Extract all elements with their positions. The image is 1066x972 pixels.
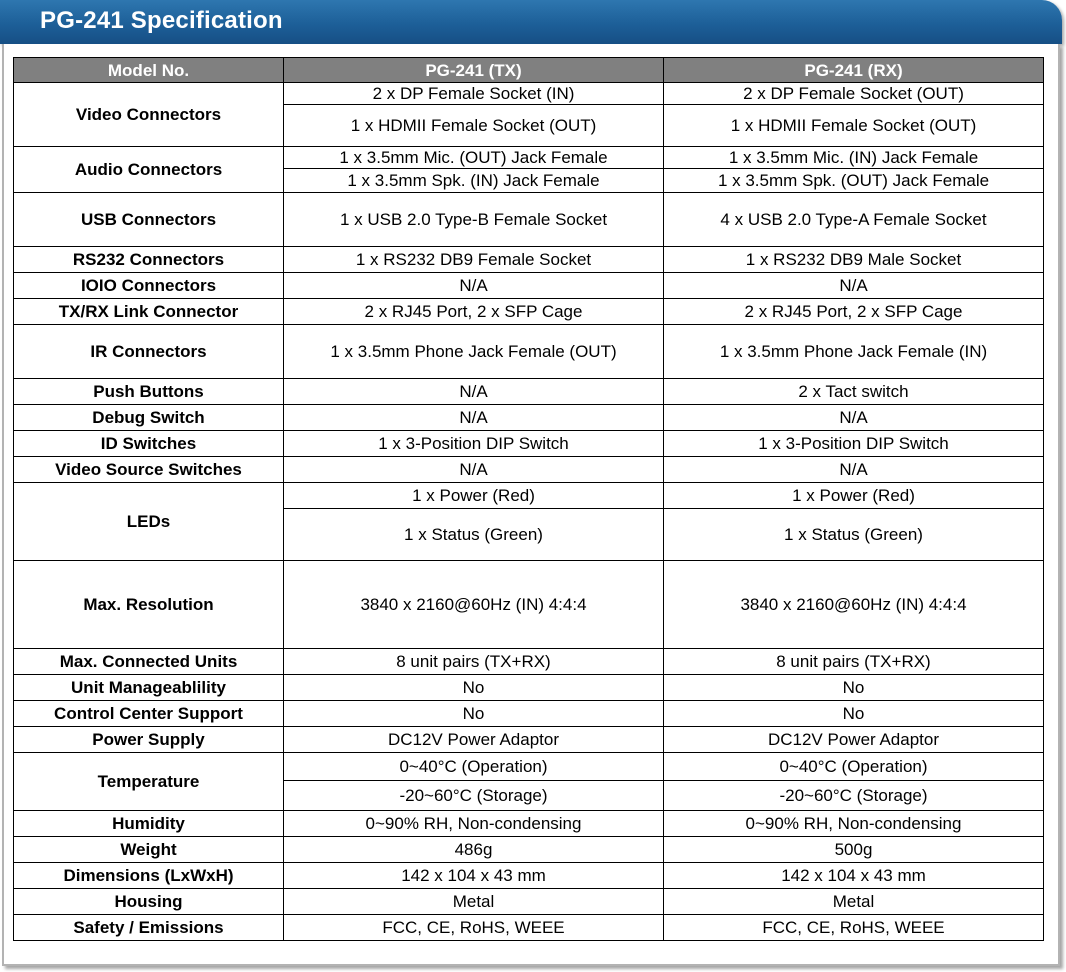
rx-value: 0~40°C (Operation) xyxy=(664,753,1044,781)
header-model-no: Model No. xyxy=(14,58,284,83)
rx-value: 500g xyxy=(664,837,1044,863)
table-row xyxy=(14,811,1044,837)
spec-label: ID Switches xyxy=(14,431,284,457)
rx-value: 3840 x 2160@60Hz (IN) 4:4:4 xyxy=(664,561,1044,649)
spec-label: Control Center Support xyxy=(14,701,284,727)
tx-value: 3840 x 2160@60Hz (IN) 4:4:4 xyxy=(284,561,664,649)
spec-label: RS232 Connectors xyxy=(14,247,284,273)
table-row xyxy=(14,299,1044,325)
table-row xyxy=(14,915,1044,941)
rx-value: No xyxy=(664,675,1044,701)
rx-value: 8 unit pairs (TX+RX) xyxy=(664,649,1044,675)
tx-value: 1 x 3.5mm Spk. (IN) Jack Female xyxy=(284,169,664,193)
spec-label: Max. Connected Units xyxy=(14,649,284,675)
spec-label: Housing xyxy=(14,889,284,915)
rx-value: 1 x RS232 DB9 Male Socket xyxy=(664,247,1044,273)
tx-value: Metal xyxy=(284,889,664,915)
rx-value: 2 x RJ45 Port, 2 x SFP Cage xyxy=(664,299,1044,325)
rx-value: DC12V Power Adaptor xyxy=(664,727,1044,753)
tx-value: 0~40°C (Operation) xyxy=(284,753,664,781)
table-row xyxy=(14,837,1044,863)
rx-value: 142 x 104 x 43 mm xyxy=(664,863,1044,889)
table-row xyxy=(14,649,1044,675)
tx-value: N/A xyxy=(284,273,664,299)
table-row xyxy=(14,273,1044,299)
tx-value: 8 unit pairs (TX+RX) xyxy=(284,649,664,675)
title-bar xyxy=(0,0,1062,44)
table-row xyxy=(14,561,1044,649)
table-row xyxy=(14,457,1044,483)
tx-value: No xyxy=(284,701,664,727)
tx-value: FCC, CE, RoHS, WEEE xyxy=(284,915,664,941)
rx-value: N/A xyxy=(664,457,1044,483)
page-title: PG-241 Specification xyxy=(40,7,283,34)
table-row xyxy=(14,863,1044,889)
table-row xyxy=(14,483,1044,509)
table-row xyxy=(14,701,1044,727)
spec-label: Push Buttons xyxy=(14,379,284,405)
tx-value: 1 x 3.5mm Mic. (OUT) Jack Female xyxy=(284,147,664,169)
tx-value: 1 x Power (Red) xyxy=(284,483,664,509)
rx-value: 1 x 3-Position DIP Switch xyxy=(664,431,1044,457)
header-row xyxy=(14,58,1044,83)
tx-value: DC12V Power Adaptor xyxy=(284,727,664,753)
rx-value: N/A xyxy=(664,405,1044,431)
spec-table xyxy=(13,57,1044,941)
tx-value: No xyxy=(284,675,664,701)
spec-body xyxy=(14,83,1044,941)
spec-label: Weight xyxy=(14,837,284,863)
table-row xyxy=(14,247,1044,273)
rx-value: No xyxy=(664,701,1044,727)
tx-value: 1 x USB 2.0 Type-B Female Socket xyxy=(284,193,664,247)
spec-label: Dimensions (LxWxH) xyxy=(14,863,284,889)
tx-value: N/A xyxy=(284,379,664,405)
table-row xyxy=(14,379,1044,405)
spec-label: Debug Switch xyxy=(14,405,284,431)
table-row xyxy=(14,83,1044,105)
table-row xyxy=(14,325,1044,379)
table-row xyxy=(14,147,1044,169)
rx-value: 1 x 3.5mm Spk. (OUT) Jack Female xyxy=(664,169,1044,193)
spec-label: IOIO Connectors xyxy=(14,273,284,299)
spec-label: IR Connectors xyxy=(14,325,284,379)
tx-value: 1 x 3-Position DIP Switch xyxy=(284,431,664,457)
table-row xyxy=(14,675,1044,701)
table-row xyxy=(14,727,1044,753)
tx-value: 142 x 104 x 43 mm xyxy=(284,863,664,889)
table-row xyxy=(14,193,1044,247)
spec-label: USB Connectors xyxy=(14,193,284,247)
spec-label: LEDs xyxy=(14,483,284,561)
spec-label: Temperature xyxy=(14,753,284,811)
tx-value: N/A xyxy=(284,405,664,431)
table-row xyxy=(14,431,1044,457)
tx-value: 1 x 3.5mm Phone Jack Female (OUT) xyxy=(284,325,664,379)
tx-value: 1 x RS232 DB9 Female Socket xyxy=(284,247,664,273)
rx-value: 4 x USB 2.0 Type-A Female Socket xyxy=(664,193,1044,247)
spec-label: Safety / Emissions xyxy=(14,915,284,941)
table-row xyxy=(14,753,1044,781)
rx-value: 2 x DP Female Socket (OUT) xyxy=(664,83,1044,105)
tx-value: 1 x Status (Green) xyxy=(284,509,664,561)
rx-value: Metal xyxy=(664,889,1044,915)
rx-value: 1 x 3.5mm Phone Jack Female (IN) xyxy=(664,325,1044,379)
spec-label: Video Connectors xyxy=(14,83,284,147)
rx-value: 1 x Status (Green) xyxy=(664,509,1044,561)
spec-label: Unit Manageablility xyxy=(14,675,284,701)
table-row xyxy=(14,405,1044,431)
table-row xyxy=(14,889,1044,915)
tx-value: -20~60°C (Storage) xyxy=(284,781,664,811)
spec-label: Power Supply xyxy=(14,727,284,753)
tx-value: 2 x DP Female Socket (IN) xyxy=(284,83,664,105)
rx-value: 2 x Tact switch xyxy=(664,379,1044,405)
rx-value: -20~60°C (Storage) xyxy=(664,781,1044,811)
tx-value: 0~90% RH, Non-condensing xyxy=(284,811,664,837)
rx-value: N/A xyxy=(664,273,1044,299)
rx-value: 1 x HDMII Female Socket (OUT) xyxy=(664,105,1044,147)
header-rx: PG-241 (RX) xyxy=(664,58,1044,83)
rx-value: 1 x 3.5mm Mic. (IN) Jack Female xyxy=(664,147,1044,169)
tx-value: N/A xyxy=(284,457,664,483)
rx-value: 0~90% RH, Non-condensing xyxy=(664,811,1044,837)
spec-label: Audio Connectors xyxy=(14,147,284,193)
tx-value: 486g xyxy=(284,837,664,863)
spec-label: Humidity xyxy=(14,811,284,837)
spec-label: Video Source Switches xyxy=(14,457,284,483)
spec-label: TX/RX Link Connector xyxy=(14,299,284,325)
tx-value: 1 x HDMII Female Socket (OUT) xyxy=(284,105,664,147)
rx-value: 1 x Power (Red) xyxy=(664,483,1044,509)
tx-value: 2 x RJ45 Port, 2 x SFP Cage xyxy=(284,299,664,325)
header-tx: PG-241 (TX) xyxy=(284,58,664,83)
rx-value: FCC, CE, RoHS, WEEE xyxy=(664,915,1044,941)
spec-label: Max. Resolution xyxy=(14,561,284,649)
